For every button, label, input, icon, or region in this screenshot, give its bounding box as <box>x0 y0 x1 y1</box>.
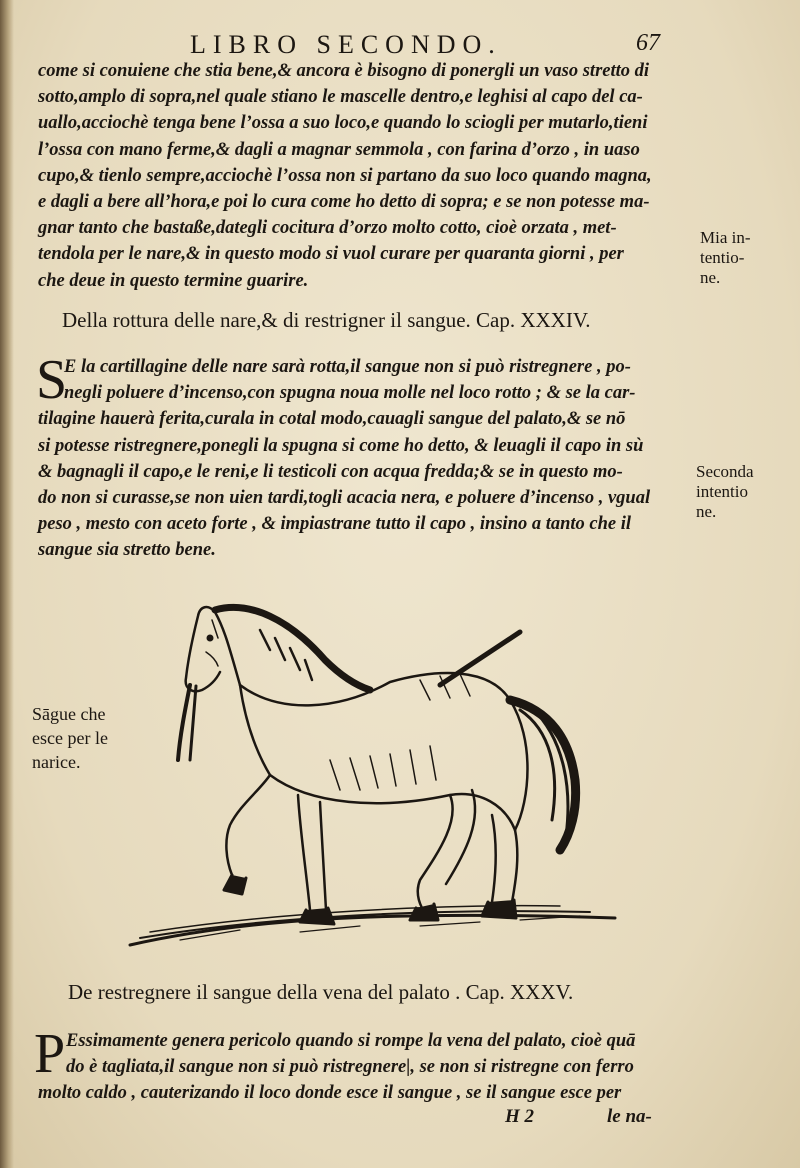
page-gutter-shadow <box>0 0 14 1168</box>
page-footer <box>0 1106 800 1136</box>
text-line: uallo,acciochè tenga bene l’ossa a suo loco,e quando lo sciogli per mutarlo,tieni <box>38 113 648 134</box>
margin-note-line: ne. <box>700 268 721 287</box>
text-line: gnar tanto che bastaße,dategli cocitura d’orzo molto cotto, cioè orzata , met- <box>38 218 617 239</box>
text-line: sotto,amplo di sopra,nel quale stiano le mascelle dentro,e leghisi al capo del ca- <box>38 87 643 108</box>
text-line: & bagnagli il capo,e le reni,e li testicoli con acqua fredda;& se in questo mo- <box>38 461 623 482</box>
figure-caption-line: narice. <box>32 752 81 772</box>
drop-cap-s: S <box>36 349 68 411</box>
text-line: do non si curasse,se non uien tardi,togli acacia nera, e poluere d’incenso , vgual <box>38 488 651 509</box>
text-line: tilagine hauerà ferita,curala in cotal modo,cauagli sangue del palato,& se nō <box>38 409 626 430</box>
text-line: l’ossa con mano ferme,& dagli a magnar semmola , con farina d’orzo , in uaso <box>38 139 640 160</box>
text-line: E la cartillagine delle nare sarà rotta,il sangue non si può ristregnere , po- <box>64 357 631 377</box>
margin-note-line: Mia in- <box>700 228 751 247</box>
margin-note-second-intention <box>696 462 754 522</box>
text-line: si potesse ristregnere,ponegli la spugna si come ho detto, & leuagli il capo in sù <box>38 435 644 456</box>
text-line: cupo,& tienlo sempre,acciochè l’ossa non si partano da suo loco quando magna, <box>38 165 652 186</box>
folio-number: 67 <box>636 30 660 56</box>
text-line: tendola per le nare,& in questo modo si vuol curare per quaranta giorni , per <box>38 244 624 265</box>
text-line: negli poluere d’incenso,con spugna noua molle nel loco rotto ; & se la car- <box>64 383 636 404</box>
signature-mark: H 2 <box>505 1106 535 1127</box>
horse-woodcut-illustration <box>120 590 640 960</box>
catchword: le na- <box>607 1106 652 1127</box>
margin-note-line: tentio- <box>700 248 745 267</box>
text-line: sangue sia stretto bene. <box>38 540 216 561</box>
chapter-35-heading: De restregnere il sangue della vena del palato . Cap. XXXV. <box>68 980 574 1004</box>
text-line: peso , mesto con aceto forte , & impiastrane tutto il capo , insino a tanto che il <box>38 514 632 535</box>
text-line: e dagli a bere all’hora,e poi lo cura come ho detto di sopra; e se non potesse ma- <box>38 192 650 213</box>
margin-note-first-intention <box>700 228 751 288</box>
text-line: come si conuiene che stia bene,& ancora è bisogno di ponergli un vaso stretto di <box>38 61 650 81</box>
chapter-34-heading: Della rottura delle nare,& di restrigner il sangue. Cap. XXXIV. <box>62 308 591 332</box>
margin-note-line: ne. <box>696 502 717 521</box>
text-line: molto caldo , cauterizando il loco donde esce il sangue , se il sangue esce per <box>38 1083 622 1104</box>
chapter-34-body <box>36 349 688 564</box>
figure-caption-line: Sāgue che <box>32 704 106 724</box>
margin-note-line: intentio <box>696 482 748 501</box>
text-line: do è tagliata,il sangue non si può ristregnere|, se non si ristregne con ferro <box>66 1057 634 1078</box>
running-title: LIBRO SECONDO. <box>190 30 502 59</box>
chapter-35-body <box>38 1028 688 1107</box>
passage-top <box>38 58 688 294</box>
drop-cap-p: P <box>34 1023 66 1085</box>
figure-caption-line: esce per le <box>32 728 108 748</box>
margin-note-line: Seconda <box>696 462 754 481</box>
text-line: che deue in questo termine guarire. <box>38 270 309 291</box>
figure-caption <box>32 702 108 774</box>
text-line: Essimamente genera pericolo quando si rompe la vena del palato, cioè quā <box>66 1031 636 1051</box>
